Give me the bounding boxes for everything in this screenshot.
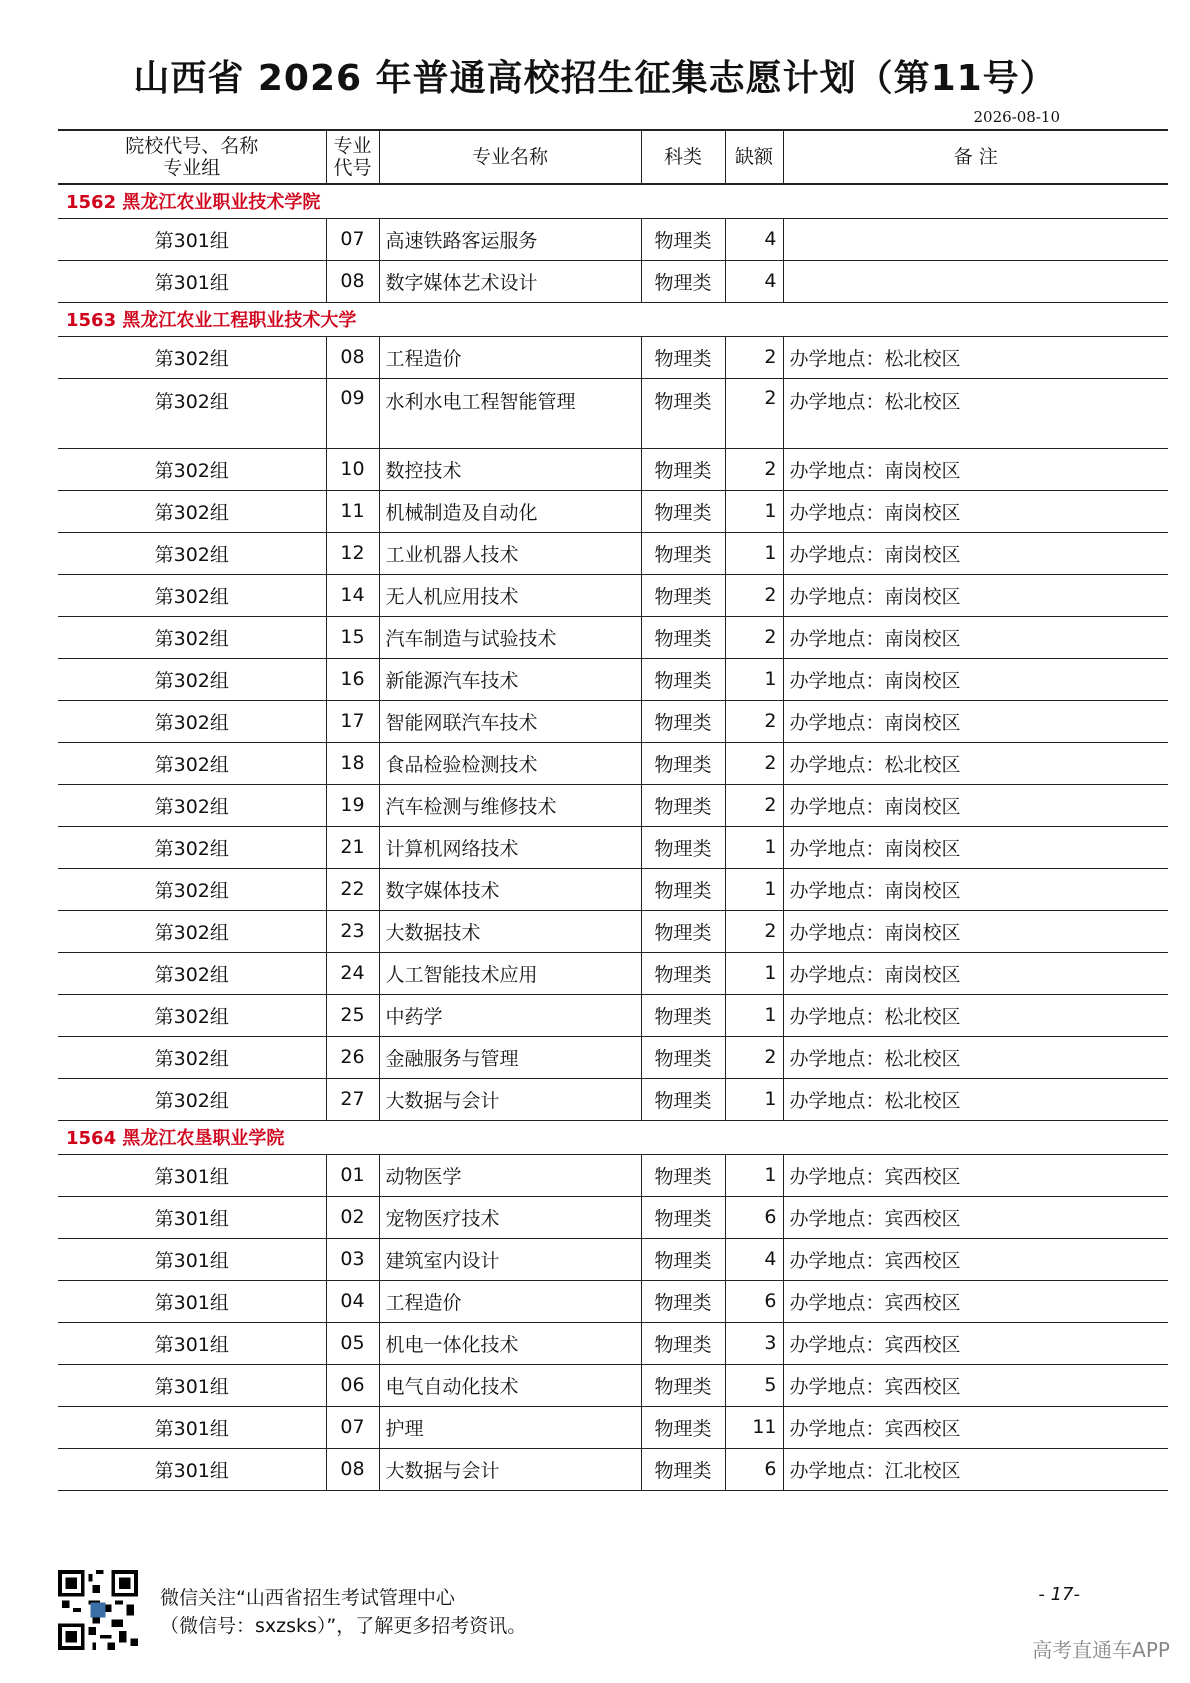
cell-note: 办学地点：南岗校区: [783, 952, 1168, 994]
cell-name: 食品检验检测技术: [379, 742, 641, 784]
cell-category: 物理类: [641, 910, 725, 952]
cell-group: 第301组: [58, 1280, 326, 1322]
cell-name: 新能源汽车技术: [379, 658, 641, 700]
cell-note: 办学地点：南岗校区: [783, 784, 1168, 826]
header-note: 备 注: [783, 130, 1168, 184]
table-row: [58, 742, 1168, 784]
table-row: [58, 574, 1168, 616]
cell-quota: 1: [725, 826, 783, 868]
cell-quota: 1: [725, 952, 783, 994]
institution-label: 1563 黑龙江农业工程职业技术大学: [58, 302, 1168, 336]
cell-code: 14: [326, 574, 379, 616]
table-row: [58, 910, 1168, 952]
cell-code: 18: [326, 742, 379, 784]
page-number: - 17-: [1038, 1584, 1080, 1605]
cell-name: 大数据与会计: [379, 1078, 641, 1120]
cell-category: 物理类: [641, 574, 725, 616]
header-group: 院校代号、名称 专业组: [58, 130, 326, 184]
cell-name: 汽车制造与试验技术: [379, 616, 641, 658]
table-row: [58, 1406, 1168, 1448]
cell-name: 人工智能技术应用: [379, 952, 641, 994]
cell-code: 08: [326, 1448, 379, 1490]
publish-date: 2026-08-10: [973, 108, 1060, 126]
cell-note: 办学地点：南岗校区: [783, 490, 1168, 532]
cell-note: 办学地点：宾西校区: [783, 1196, 1168, 1238]
cell-group: 第301组: [58, 1448, 326, 1490]
cell-code: 07: [326, 1406, 379, 1448]
table-row: [58, 868, 1168, 910]
cell-quota: 1: [725, 490, 783, 532]
cell-name: 智能网联汽车技术: [379, 700, 641, 742]
table-row: [58, 1036, 1168, 1078]
cell-code: 21: [326, 826, 379, 868]
cell-category: 物理类: [641, 700, 725, 742]
cell-quota: 1: [725, 1154, 783, 1196]
table-row: [58, 1078, 1168, 1120]
table-row: [58, 1280, 1168, 1322]
table-row: [58, 994, 1168, 1036]
cell-group: 第302组: [58, 826, 326, 868]
cell-group: 第302组: [58, 1036, 326, 1078]
cell-note: 办学地点：松北校区: [783, 742, 1168, 784]
cell-category: 物理类: [641, 1322, 725, 1364]
cell-code: 25: [326, 994, 379, 1036]
cell-quota: 5: [725, 1364, 783, 1406]
cell-quota: 2: [725, 700, 783, 742]
cell-name: 建筑室内设计: [379, 1238, 641, 1280]
cell-category: 物理类: [641, 742, 725, 784]
cell-quota: 2: [725, 910, 783, 952]
table-row: [58, 490, 1168, 532]
cell-note: 办学地点：南岗校区: [783, 658, 1168, 700]
institution-row: [58, 1120, 1168, 1154]
cell-name: 中药学: [379, 994, 641, 1036]
cell-code: 23: [326, 910, 379, 952]
cell-category: 物理类: [641, 378, 725, 448]
cell-group: 第302组: [58, 336, 326, 378]
cell-note: 办学地点：松北校区: [783, 1078, 1168, 1120]
cell-quota: 1: [725, 994, 783, 1036]
footer-text: [160, 1584, 526, 1640]
table-row: [58, 1154, 1168, 1196]
cell-code: 02: [326, 1196, 379, 1238]
institution-label: 1562 黑龙江农业职业技术学院: [58, 184, 1168, 218]
cell-quota: 2: [725, 336, 783, 378]
table-row: [58, 700, 1168, 742]
cell-note: 办学地点：南岗校区: [783, 574, 1168, 616]
cell-quota: 1: [725, 868, 783, 910]
table-row: [58, 532, 1168, 574]
cell-quota: 4: [725, 260, 783, 302]
cell-code: 03: [326, 1238, 379, 1280]
plan-body: [58, 184, 1168, 1490]
cell-note: 办学地点：松北校区: [783, 1036, 1168, 1078]
cell-quota: 2: [725, 1036, 783, 1078]
cell-code: 05: [326, 1322, 379, 1364]
cell-quota: 11: [725, 1406, 783, 1448]
footer-line-1: 微信关注“山西省招生考试管理中心: [160, 1587, 455, 1609]
cell-name: 宠物医疗技术: [379, 1196, 641, 1238]
cell-group: 第302组: [58, 574, 326, 616]
footer-line-2: （微信号：sxzsks）”，了解更多招考资讯。: [160, 1615, 527, 1637]
cell-note: 办学地点：南岗校区: [783, 910, 1168, 952]
cell-quota: 2: [725, 616, 783, 658]
cell-category: 物理类: [641, 1078, 725, 1120]
cell-note: 办学地点：江北校区: [783, 1448, 1168, 1490]
cell-name: 护理: [379, 1406, 641, 1448]
cell-quota: 6: [725, 1448, 783, 1490]
cell-quota: 1: [725, 658, 783, 700]
cell-name: 水利水电工程智能管理: [379, 378, 641, 448]
table-row: [58, 1196, 1168, 1238]
cell-code: 01: [326, 1154, 379, 1196]
table-row: [58, 616, 1168, 658]
cell-group: 第302组: [58, 952, 326, 994]
table-row: [58, 1238, 1168, 1280]
cell-name: 工程造价: [379, 336, 641, 378]
cell-category: 物理类: [641, 1406, 725, 1448]
cell-quota: 1: [725, 1078, 783, 1120]
cell-code: 27: [326, 1078, 379, 1120]
cell-group: 第302组: [58, 910, 326, 952]
cell-code: 07: [326, 218, 379, 260]
cell-note: 办学地点：宾西校区: [783, 1238, 1168, 1280]
plan-table: [58, 129, 1168, 1491]
cell-category: 物理类: [641, 658, 725, 700]
table-row: [58, 658, 1168, 700]
cell-name: 高速铁路客运服务: [379, 218, 641, 260]
cell-group: 第302组: [58, 784, 326, 826]
cell-name: 大数据与会计: [379, 1448, 641, 1490]
cell-quota: 2: [725, 784, 783, 826]
cell-category: 物理类: [641, 1154, 725, 1196]
cell-note: 办学地点：南岗校区: [783, 700, 1168, 742]
cell-quota: 2: [725, 574, 783, 616]
cell-name: 汽车检测与维修技术: [379, 784, 641, 826]
cell-group: 第301组: [58, 1154, 326, 1196]
cell-category: 物理类: [641, 490, 725, 532]
cell-note: 办学地点：南岗校区: [783, 448, 1168, 490]
table-row: [58, 826, 1168, 868]
cell-category: 物理类: [641, 994, 725, 1036]
cell-code: 11: [326, 490, 379, 532]
cell-note: [783, 260, 1168, 302]
cell-code: 15: [326, 616, 379, 658]
cell-quota: 6: [725, 1280, 783, 1322]
cell-group: 第302组: [58, 532, 326, 574]
cell-category: 物理类: [641, 1196, 725, 1238]
cell-note: [783, 218, 1168, 260]
cell-code: 24: [326, 952, 379, 994]
cell-code: 08: [326, 260, 379, 302]
cell-note: 办学地点：松北校区: [783, 336, 1168, 378]
cell-note: 办学地点：宾西校区: [783, 1154, 1168, 1196]
cell-group: 第301组: [58, 1406, 326, 1448]
table-row: [58, 952, 1168, 994]
cell-category: 物理类: [641, 1238, 725, 1280]
cell-code: 17: [326, 700, 379, 742]
qr-code-icon: [58, 1570, 138, 1650]
cell-note: 办学地点：南岗校区: [783, 826, 1168, 868]
cell-note: 办学地点：南岗校区: [783, 868, 1168, 910]
cell-category: 物理类: [641, 616, 725, 658]
cell-group: 第302组: [58, 616, 326, 658]
page-title: 山西省 2026 年普通高校招生征集志愿计划（第11号）: [133, 58, 1057, 99]
cell-name: 计算机网络技术: [379, 826, 641, 868]
cell-name: 数字媒体艺术设计: [379, 260, 641, 302]
cell-group: 第302组: [58, 1078, 326, 1120]
cell-group: 第301组: [58, 218, 326, 260]
header-quota: 缺额: [725, 130, 783, 184]
cell-quota: 2: [725, 378, 783, 448]
cell-code: 09: [326, 378, 379, 448]
table-row: [58, 1448, 1168, 1490]
table-row: [58, 448, 1168, 490]
cell-name: 大数据技术: [379, 910, 641, 952]
cell-quota: 6: [725, 1196, 783, 1238]
table-row: [58, 1322, 1168, 1364]
cell-group: 第302组: [58, 448, 326, 490]
cell-quota: 2: [725, 742, 783, 784]
table-row: [58, 218, 1168, 260]
cell-group: 第302组: [58, 378, 326, 448]
cell-note: 办学地点：宾西校区: [783, 1406, 1168, 1448]
cell-category: 物理类: [641, 336, 725, 378]
cell-code: 10: [326, 448, 379, 490]
cell-category: 物理类: [641, 1280, 725, 1322]
cell-name: 动物医学: [379, 1154, 641, 1196]
cell-name: 机械制造及自动化: [379, 490, 641, 532]
cell-code: 04: [326, 1280, 379, 1322]
cell-category: 物理类: [641, 784, 725, 826]
cell-group: 第301组: [58, 1364, 326, 1406]
cell-category: 物理类: [641, 1036, 725, 1078]
cell-category: 物理类: [641, 1364, 725, 1406]
cell-group: 第302组: [58, 658, 326, 700]
cell-group: 第302组: [58, 868, 326, 910]
institution-row: [58, 302, 1168, 336]
cell-group: 第302组: [58, 994, 326, 1036]
cell-group: 第302组: [58, 742, 326, 784]
cell-code: 08: [326, 336, 379, 378]
table-row: [58, 1364, 1168, 1406]
cell-quota: 1: [725, 532, 783, 574]
cell-group: 第302组: [58, 700, 326, 742]
cell-code: 22: [326, 868, 379, 910]
cell-group: 第301组: [58, 1196, 326, 1238]
cell-category: 物理类: [641, 260, 725, 302]
header-code: 专业 代号: [326, 130, 379, 184]
cell-note: 办学地点：宾西校区: [783, 1364, 1168, 1406]
cell-name: 工业机器人技术: [379, 532, 641, 574]
cell-quota: 2: [725, 448, 783, 490]
cell-code: 16: [326, 658, 379, 700]
watermark: 高考直通车APP: [1032, 1638, 1170, 1662]
cell-note: 办学地点：宾西校区: [783, 1280, 1168, 1322]
cell-group: 第301组: [58, 1238, 326, 1280]
cell-name: 机电一体化技术: [379, 1322, 641, 1364]
table-row: [58, 784, 1168, 826]
cell-group: 第301组: [58, 1322, 326, 1364]
cell-quota: 3: [725, 1322, 783, 1364]
cell-name: 金融服务与管理: [379, 1036, 641, 1078]
cell-note: 办学地点：南岗校区: [783, 616, 1168, 658]
cell-category: 物理类: [641, 532, 725, 574]
cell-group: 第302组: [58, 490, 326, 532]
table-row: [58, 378, 1168, 448]
institution-label: 1564 黑龙江农垦职业学院: [58, 1120, 1168, 1154]
table-row: [58, 260, 1168, 302]
header-category: 科类: [641, 130, 725, 184]
cell-name: 数控技术: [379, 448, 641, 490]
cell-note: 办学地点：宾西校区: [783, 1322, 1168, 1364]
cell-code: 06: [326, 1364, 379, 1406]
cell-quota: 4: [725, 218, 783, 260]
cell-name: 无人机应用技术: [379, 574, 641, 616]
cell-category: 物理类: [641, 218, 725, 260]
cell-quota: 4: [725, 1238, 783, 1280]
cell-category: 物理类: [641, 1448, 725, 1490]
cell-category: 物理类: [641, 826, 725, 868]
cell-code: 19: [326, 784, 379, 826]
institution-row: [58, 184, 1168, 218]
cell-note: 办学地点：松北校区: [783, 994, 1168, 1036]
cell-name: 工程造价: [379, 1280, 641, 1322]
table-header-row: [58, 130, 1168, 184]
cell-category: 物理类: [641, 952, 725, 994]
cell-code: 12: [326, 532, 379, 574]
cell-group: 第301组: [58, 260, 326, 302]
cell-note: 办学地点：南岗校区: [783, 532, 1168, 574]
cell-note: 办学地点：松北校区: [783, 378, 1168, 448]
table-row: [58, 336, 1168, 378]
cell-name: 数字媒体技术: [379, 868, 641, 910]
cell-category: 物理类: [641, 868, 725, 910]
cell-category: 物理类: [641, 448, 725, 490]
cell-code: 26: [326, 1036, 379, 1078]
cell-name: 电气自动化技术: [379, 1364, 641, 1406]
header-name: 专业名称: [379, 130, 641, 184]
